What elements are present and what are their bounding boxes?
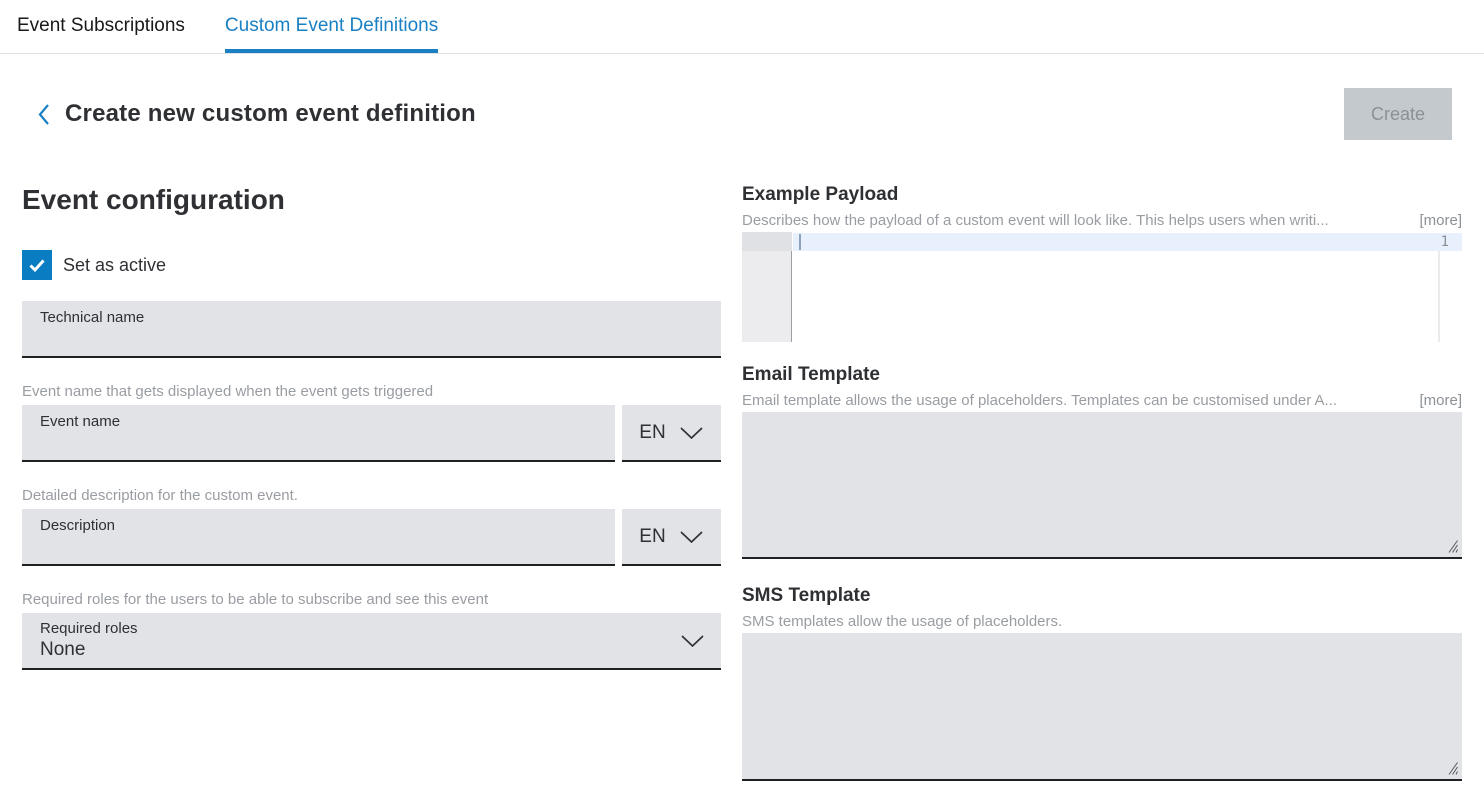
event-name-input[interactable] bbox=[22, 405, 615, 462]
required-roles-label: Required roles bbox=[40, 620, 138, 637]
checkbox-label: Set as active bbox=[63, 254, 167, 275]
tab-bar bbox=[0, 0, 1484, 54]
create-button[interactable]: Create bbox=[1344, 88, 1452, 140]
technical-name-input[interactable] bbox=[22, 301, 721, 358]
chevron-down-icon bbox=[679, 426, 704, 440]
example-payload-description: Describes how the payload of a custom event will look like. This helps users when writi... bbox=[742, 212, 1329, 229]
sms-template-description: SMS templates allow the usage of placeholders. bbox=[742, 613, 1063, 630]
email-template-more-link[interactable]: [more] bbox=[1419, 392, 1462, 409]
page-header bbox=[0, 54, 1484, 140]
technical-name-label: Technical name bbox=[40, 309, 145, 326]
email-template-description: Email template allows the usage of placeholders. Templates can be customised under A... bbox=[742, 392, 1338, 409]
chevron-down-icon bbox=[680, 634, 705, 648]
sms-template-title: SMS Template bbox=[742, 585, 871, 606]
editor-gutter-active-row bbox=[742, 232, 792, 251]
back-button[interactable] bbox=[36, 102, 52, 126]
tab-custom-event-definitions[interactable]: Custom Event Definitions bbox=[225, 0, 438, 53]
required-roles-value: None bbox=[40, 639, 86, 660]
templates-panel bbox=[742, 184, 1462, 781]
check-icon bbox=[27, 255, 47, 275]
section-title: Event configuration bbox=[22, 184, 285, 215]
editor-text-cursor bbox=[799, 234, 801, 250]
event-configuration-panel bbox=[22, 184, 721, 781]
editor-active-line bbox=[793, 233, 1462, 251]
editor-scrollbar-track bbox=[1438, 251, 1440, 342]
description-language-select[interactable] bbox=[622, 509, 721, 566]
event-name-helper: Event name that gets displayed when the event gets triggered bbox=[22, 383, 434, 400]
main-content bbox=[0, 184, 1484, 781]
example-payload-title: Example Payload bbox=[742, 184, 899, 205]
required-roles-helper: Required roles for the users to be able to subscribe and see this event bbox=[22, 591, 489, 608]
required-roles-select[interactable] bbox=[22, 613, 721, 670]
chevron-down-icon bbox=[679, 530, 704, 544]
description-label: Description bbox=[40, 517, 116, 534]
language-value: EN bbox=[639, 421, 666, 443]
tab-event-subscriptions[interactable]: Event Subscriptions bbox=[17, 15, 185, 36]
example-payload-code-editor[interactable] bbox=[742, 232, 1462, 342]
event-name-language-select[interactable] bbox=[622, 405, 721, 462]
email-template-title: Email Template bbox=[742, 364, 880, 385]
chevron-left-icon bbox=[36, 103, 51, 126]
set-as-active-checkbox-row[interactable] bbox=[22, 250, 721, 280]
page-title: Create new custom event definition bbox=[65, 100, 476, 127]
editor-line-number: 1 bbox=[1440, 234, 1449, 250]
description-helper: Detailed description for the custom event. bbox=[22, 487, 298, 504]
sms-template-textarea[interactable] bbox=[742, 633, 1462, 781]
resize-handle-icon[interactable] bbox=[1446, 540, 1459, 553]
language-value: EN bbox=[639, 525, 666, 547]
resize-handle-icon[interactable] bbox=[1446, 762, 1459, 775]
example-payload-more-link[interactable]: [more] bbox=[1419, 212, 1462, 229]
checkbox-checked-icon[interactable] bbox=[22, 250, 52, 280]
description-input[interactable] bbox=[22, 509, 615, 566]
email-template-textarea[interactable] bbox=[742, 412, 1462, 559]
event-name-label: Event name bbox=[40, 413, 121, 430]
